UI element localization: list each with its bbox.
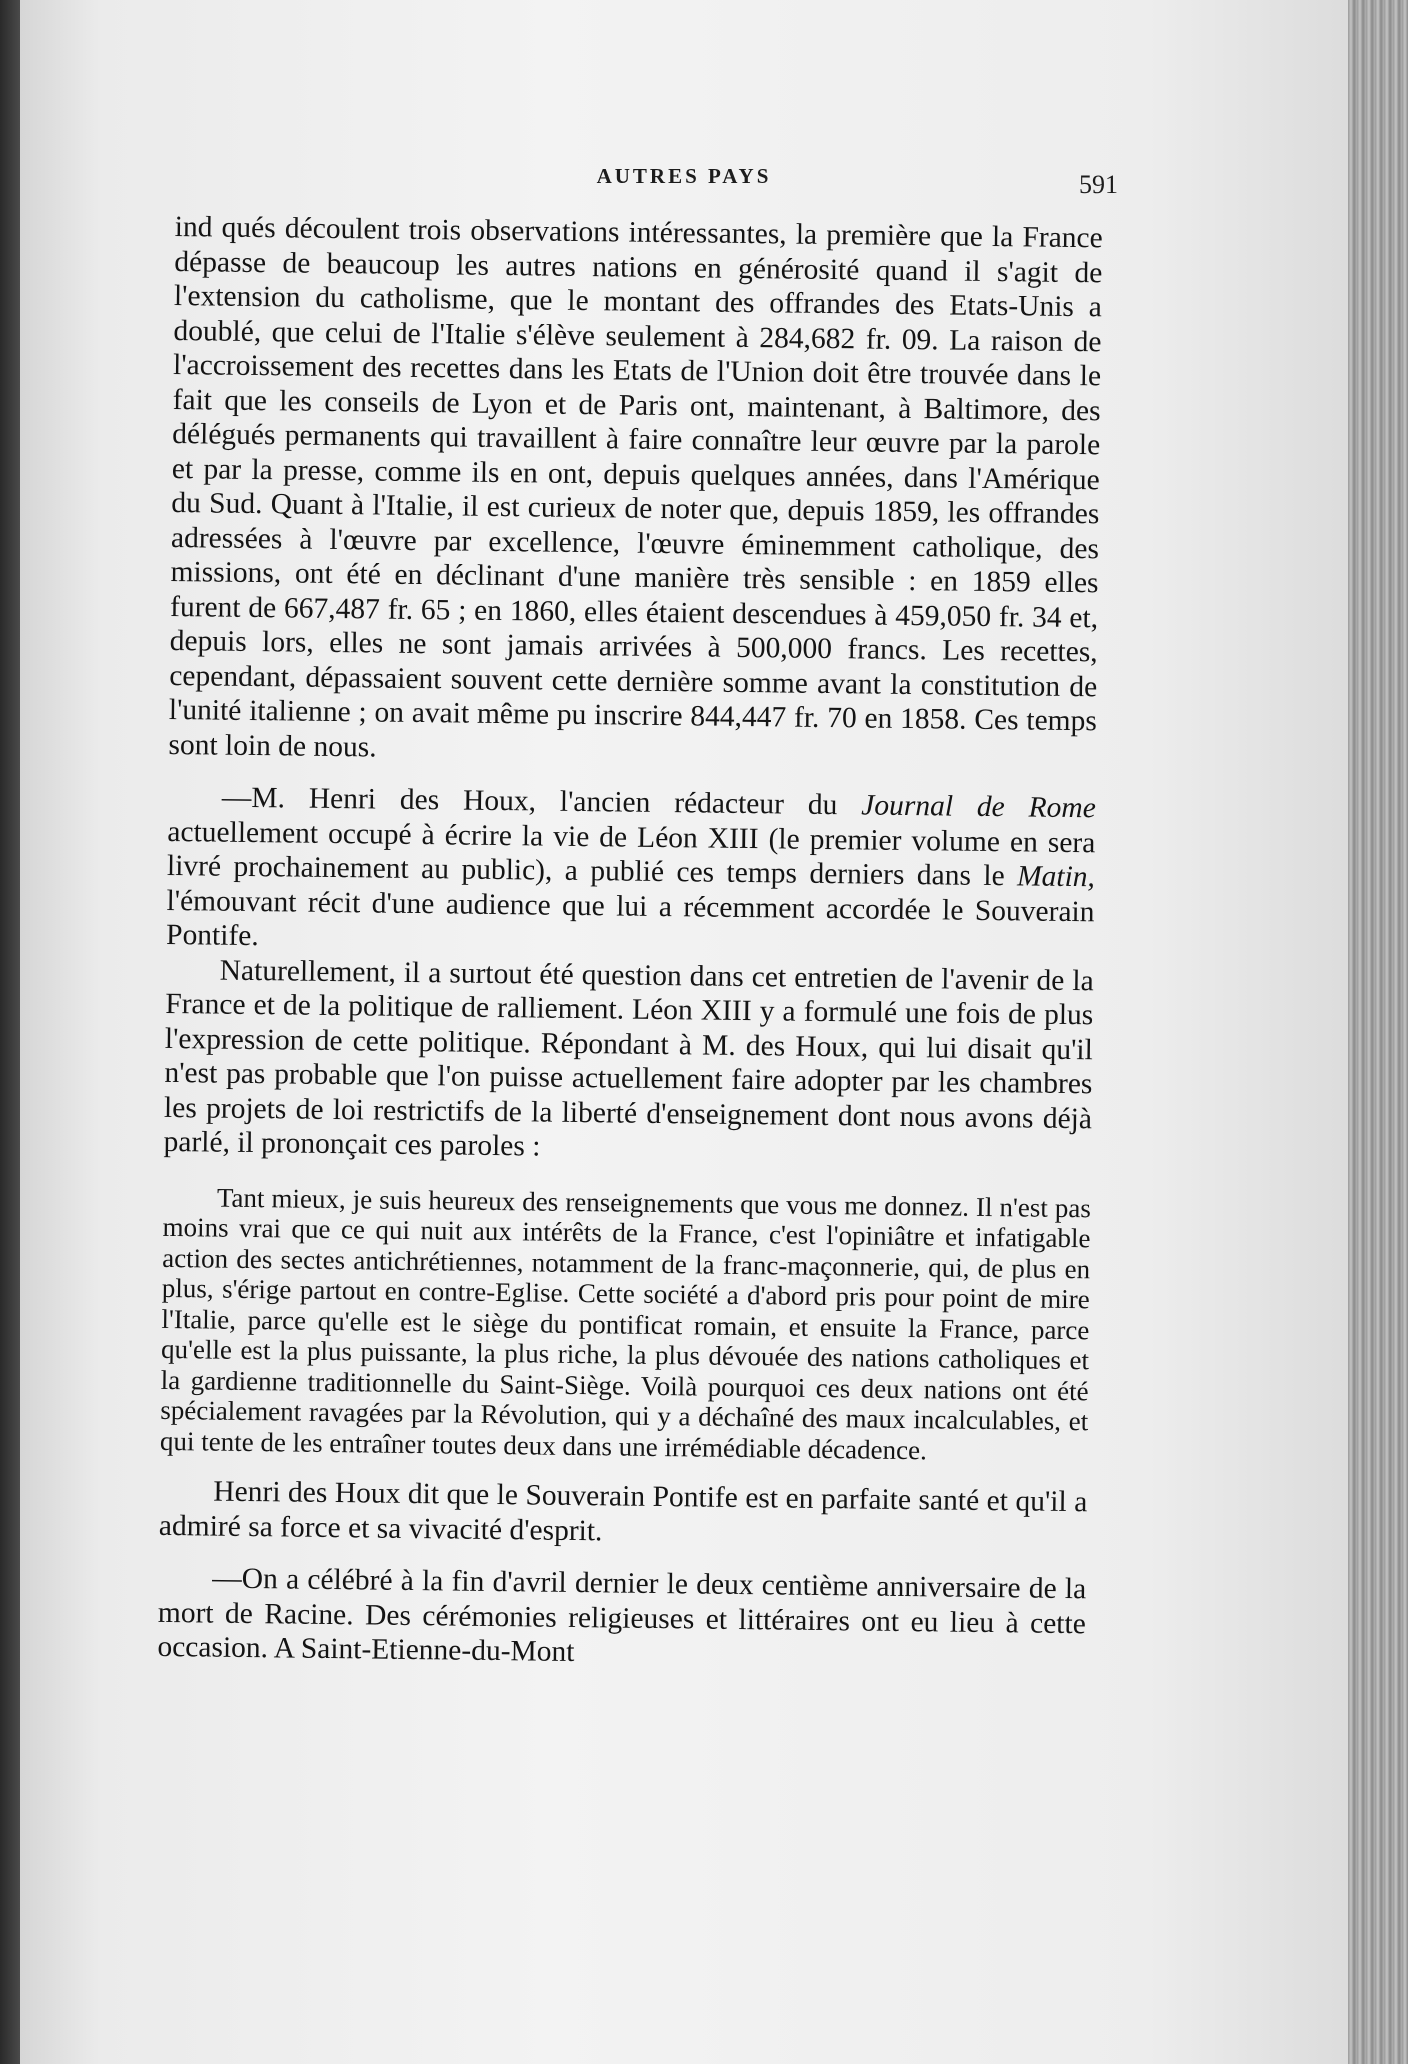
paragraph-henri-des-houx [166, 780, 1096, 964]
paragraph-text: actuellement occupé à écrire la vie de Léon XIII (le premier volume en sera livré prochainement au public), a publié ces temps derniers dans le [166, 815, 1096, 893]
adjacent-page-edge [0, 0, 20, 2064]
book-page [20, 0, 1348, 2064]
paragraph-text: l'émouvant récit d'une audience que lui a récemment accordée le Souverain Pontife. [165, 884, 1095, 953]
paragraph-racine: —On a célébré à la fin d'avril dernier le deux centième anniversaire de la mort de Racine. Des cérémonies religieuses et littéraires ont eu lieu à cette occasion. A Saint-Etienne-du-Mont [157, 1562, 1087, 1668]
running-head [20, 164, 1348, 204]
paragraph-mission-offerings: ind qués découlent trois observations intéressantes, la première que la France dépasse de beaucoup les autres nations en générosité quand il s'agit de l'extension du catholisme, que le montant des offrandes des Etats-Unis a doublé, que celui de l'Italie s'élève seulement à 284,682 fr. 09. La raison de l'accroissement des recettes dans les Etats de l'Union doit être trouvée dans le fait que les conseils de Lyon et de Paris ont, maintenant, à Baltimore, des délégués permanents qui travaillent à faire connaître leur œuvre par la parole et par la presse, comme ils en ont, depuis quelques années, dans l'Amérique du Sud. Quant à l'Italie, il est curieux de noter que, depuis 1859, les offrandes adressées à l'œuvre par excellence, l'œuvre éminemment catholique, des missions, ont été en déclinant d'une manière très sensible : en 1859 elles furent de 667,487 fr. 65 ; en 1860, elles étaient descendues à 459,050 fr. 34 et, depuis lors, elles ne sont jamais arrivées à 500,000 francs. Les recettes, cependant, dépassaient souvent cette dernière somme avant la constitution de l'unité italienne ; on avait même pu inscrire 844,447 fr. 70 en 1858. Ces temps sont loin de nous. [168, 210, 1103, 764]
newspaper-title: Matin, [1016, 860, 1096, 894]
page-stack-edge [1348, 0, 1408, 2064]
paragraph-text: —M. Henri des Houx, l'ancien rédacteur du [221, 781, 862, 822]
paragraph-ralliement: Naturellement, il a surtout été question dans cet entretien de l'avenir de la France et de la politique de ralliement. Léon XIII y a formulé une fois de plus l'expression de cette politique. Répondant à M. des Houx, qui lui disait qu'il n'est pas probable que l'on puisse actuellement faire adopter par les chambres les projets de loi restrictifs de la liberté d'enseignement dont nous avons déjà parlé, il prononçait ces paroles : [163, 954, 1094, 1163]
page-number: 591 [1079, 170, 1118, 199]
body-text [157, 210, 1103, 1676]
paragraph-pope-health: Henri des Houx dit que le Souverain Pontife est en parfaite santé et qu'il a admiré sa force et sa vivacité d'esprit. [158, 1475, 1088, 1547]
running-head-title: AUTRES PAYS [596, 164, 772, 188]
journal-title: Journal de Rome [861, 789, 1096, 825]
quotation-pope: Tant mieux, je suis heureux des renseignements que vous me donnez. Il n'est pas moins vrai que ce qui nuit aux intérêts de la France, c'est l'opiniâtre et infatigable action des sectes antichrétiennes, notamment de la franc-maçonnerie, qui, de plus en plus, s'érige partout en contre-Eglise. Cette société a d'abord pris pour point de mire l'Italie, parce qu'elle est le siège du pontificat romain, et ensuite la France, parce qu'elle est la plus puissante, la plus riche, la plus dévouée des nations catholiques et la gardienne traditionnelle du Saint-Siège. Voilà pourquoi ces deux nations ont été spécialement ravagées par la Révolution, qui y a déchaîné des maux incalculables, et qui tente de les entraîner toutes deux dans une irrémédiable décadence. [159, 1182, 1092, 1465]
